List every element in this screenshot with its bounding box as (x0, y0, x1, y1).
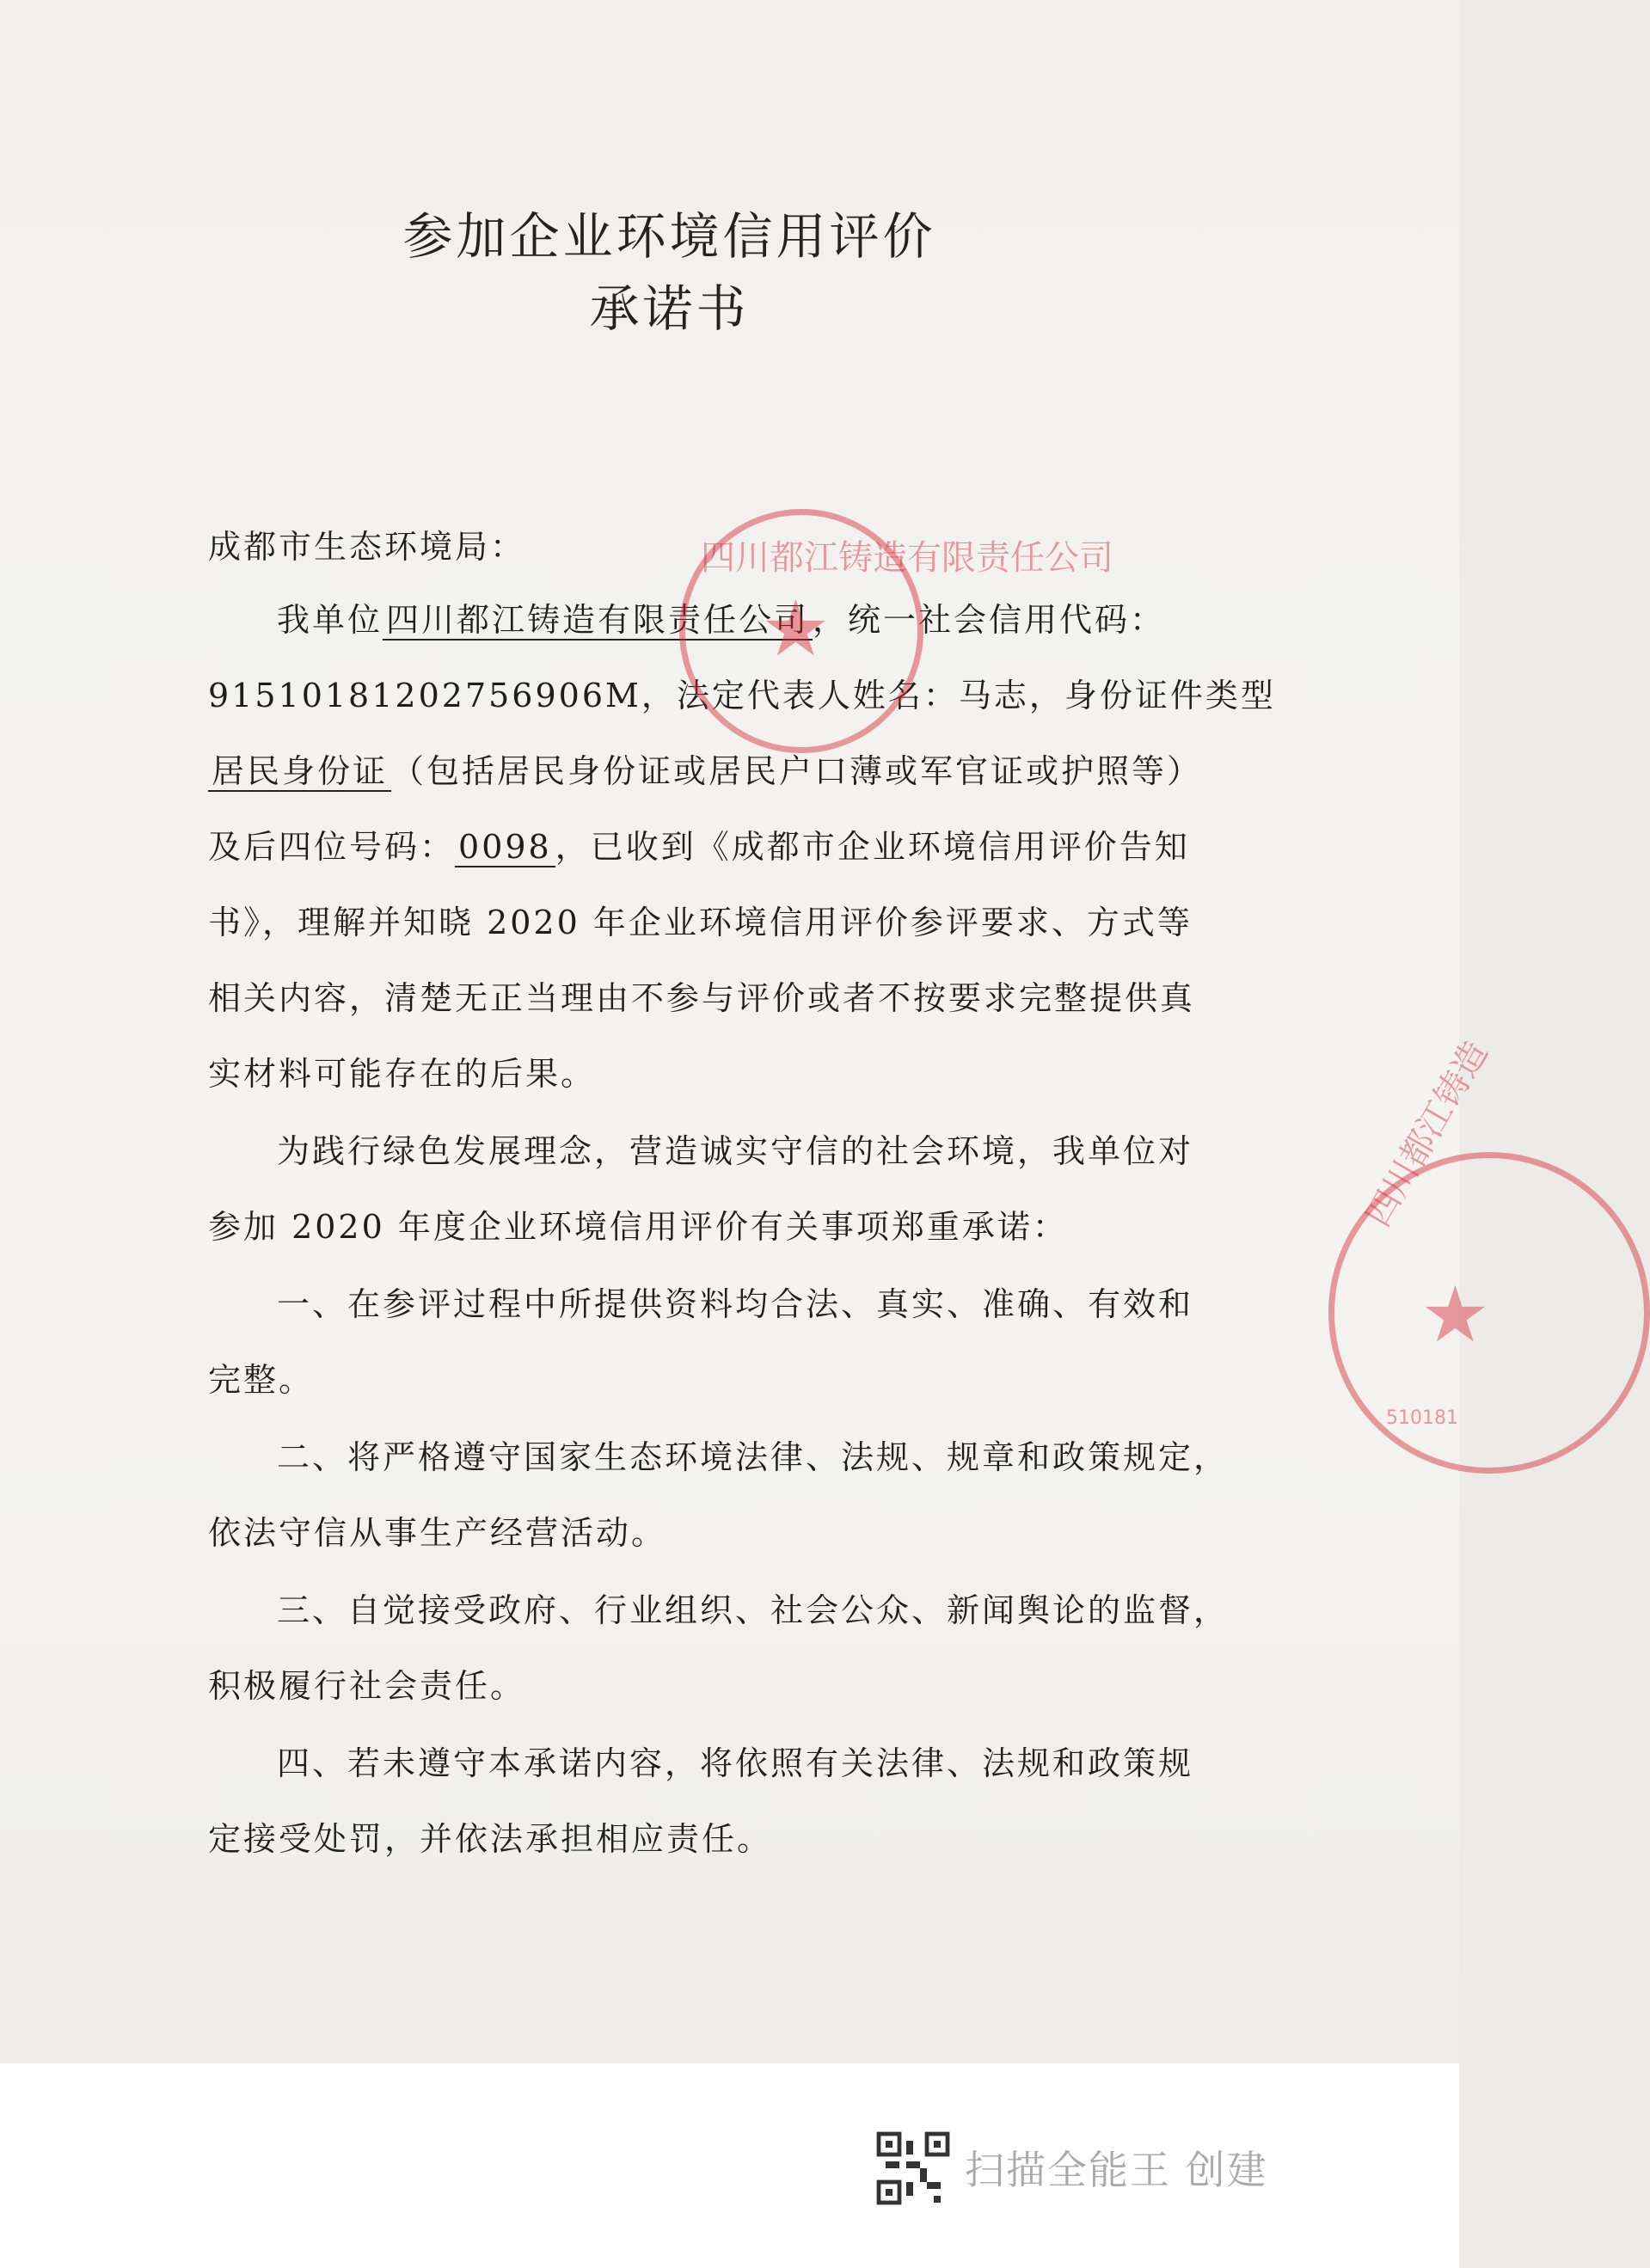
document-title: 参加企业环境信用评价 (402, 207, 936, 266)
addressee: 成都市生态环境局： (208, 528, 526, 566)
paragraph-1-line-7: 实材料可能存在的后果。 (208, 1055, 597, 1093)
paragraph-1-line-1: 我单位 四川都江铸造有限责任公司 ，统一社会信用代码： (277, 601, 1166, 639)
commitment-1-line-2: 完整。 (208, 1361, 315, 1399)
commitment-4-line-1: 四、若未遵守本承诺内容，将依照有关法律、法规和政策规 (277, 1744, 1194, 1782)
paragraph-2-line-1: 为践行绿色发展理念，营造诚实守信的社会环境，我单位对 (277, 1132, 1194, 1170)
commitment-3-line-1: 三、自觉接受政府、行业组织、社会公众、新闻舆论的监督， (277, 1591, 1230, 1629)
commitment-2-line-1: 二、将严格遵守国家生态环境法律、法规、规章和政策规定， (277, 1438, 1230, 1476)
paragraph-1-line-2: 91510181202756906M，法定代表人姓名：马志，身份证件类型 (208, 677, 1276, 714)
commitment-4-line-2: 定接受处罚，并依法承担相应责任。 (208, 1820, 773, 1858)
scanner-brand: 扫描全能王 创建 (965, 2147, 1268, 2193)
id-last-four: 0098 (455, 828, 555, 867)
paragraph-1-line-6: 相关内容，清楚无正当理由不参与评价或者不按要求完整提供真 (208, 979, 1196, 1017)
paragraph-2-line-2: 参加 2020 年度企业环境信用评价有关事项郑重承诺： (208, 1208, 1068, 1246)
qr-code-icon (879, 2134, 948, 2203)
commitment-1-line-1: 一、在参评过程中所提供资料均合法、真实、准确、有效和 (277, 1285, 1194, 1323)
paragraph-1-line-3: 居民身份证 （包括居民身份证或居民户口薄或军官证或护照等） (208, 745, 1202, 792)
commitment-3-line-2: 积极履行社会责任。 (208, 1667, 526, 1705)
id-type: 居民身份证 (208, 752, 391, 792)
paragraph-1-line-4: 及后四位号码： 0098 ，已收到《成都市企业环境信用评价告知 (208, 828, 1190, 866)
document-subtitle: 承诺书 (589, 279, 750, 338)
paragraph-1-line-5: 书》，理解并知晓 2020 年企业环境信用评价参评要求、方式等 (208, 904, 1193, 941)
seal-star-icon: ★ (761, 584, 831, 674)
scanner-footer (0, 2063, 1459, 2268)
edge-seal: 四川都江铸造 ★ 510181 (1328, 1152, 1650, 1474)
commitment-2-line-2: 依法守信从事生产经营活动。 (208, 1514, 667, 1552)
edge-seal-star-icon: ★ (1420, 1270, 1490, 1360)
company-seal: 四川都江铸造有限责任公司 ★ (679, 509, 923, 753)
company-name: 四川都江铸造有限责任公司 (383, 601, 813, 641)
